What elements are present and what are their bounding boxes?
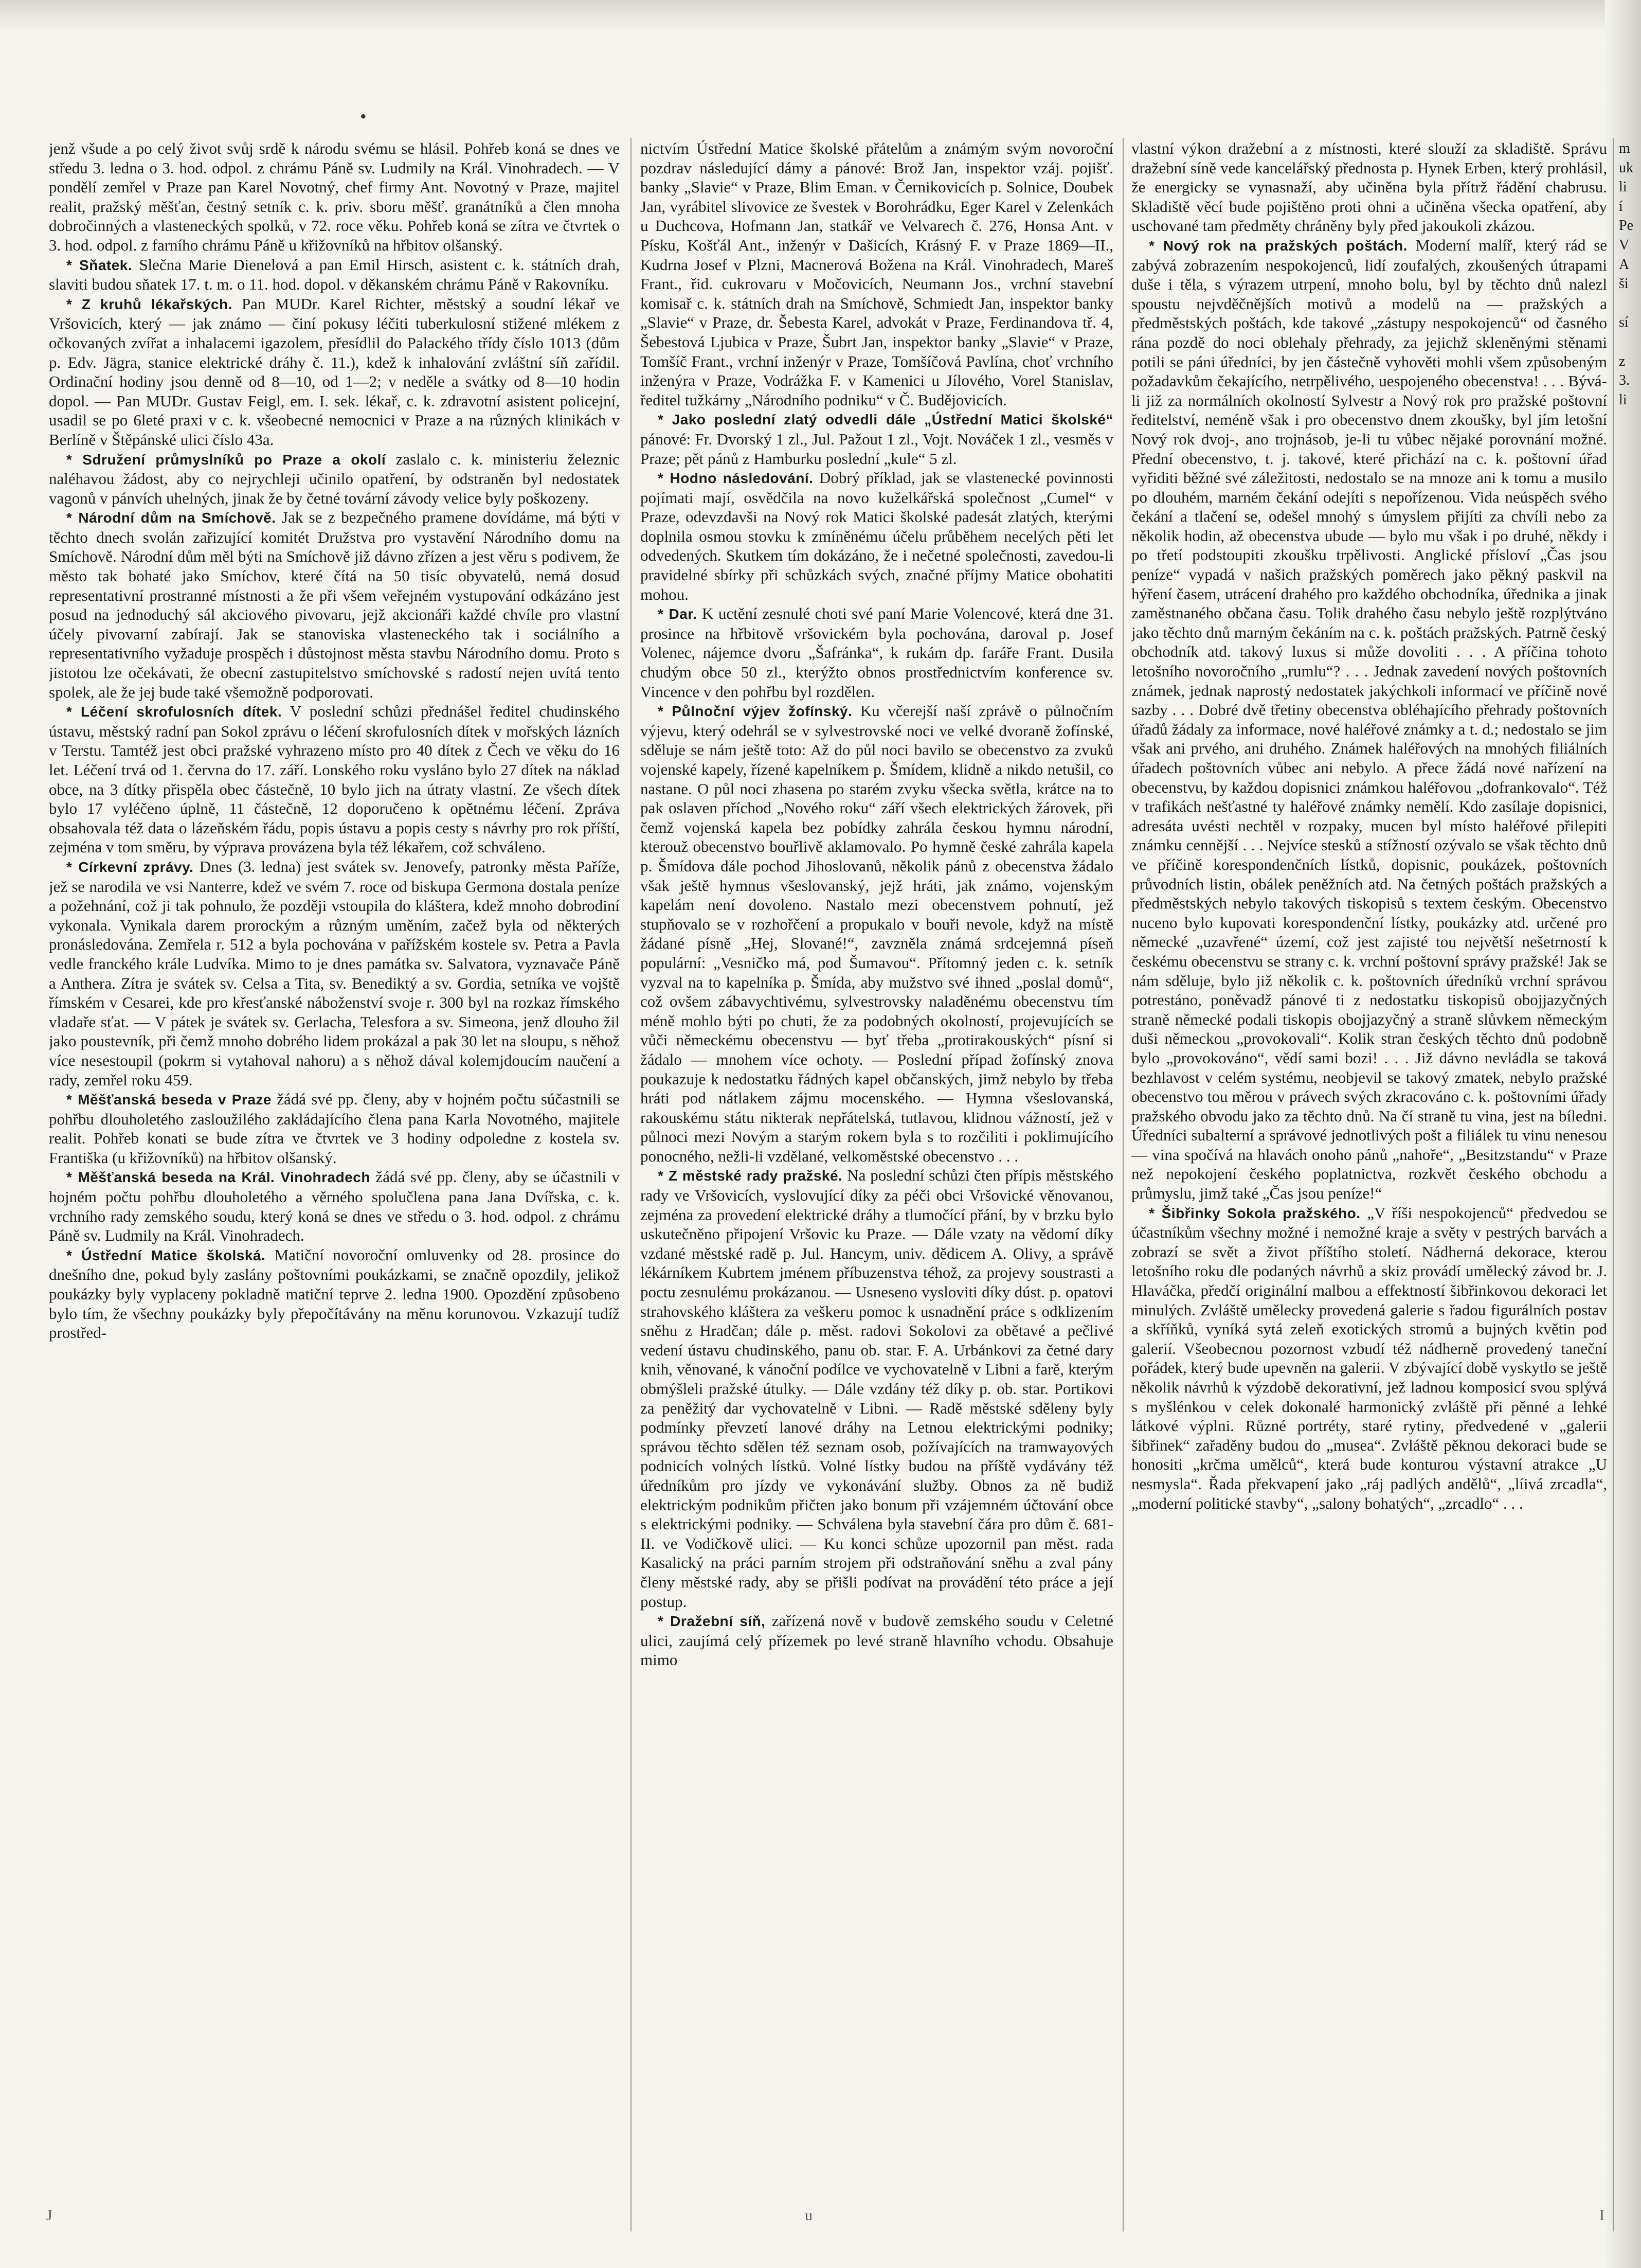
item-text: „V říši nespokojenců“ předvedou se účastníkům všechny možné i nemožné kraje a světy v pestrých barvách a zobrazí se svět a život příštího století. Nádherná dekorace, kterou letošního roku dle podaných návrhů a skiz provádí umělecký závod br. J. Hlaváčka, předčí originální malbou a effektností šibřinkovou dekoraci let minulých. Zvláště umělecky provedená galerie s řadou figurálních postav a skříňků, vyníká sytá zeleň exotických stromů a bujných květin pod galerií. Všeobecnou pozornost vzbudí též nádherně provedený taneční pořádek, který bude upevněn na galerii. V zbývající době vyskytlo se ještě několik návrhů k výzdobě dekorativní, jež ladnou komposicí svou splývá s myšlénkou v celek dokonalé harmonický zvláště při pěnné a lehké látkové výplni. Různé portréty, staré rytiny, předvedené v „galerii šibřinek“ zařaděny budou do „musea“. Zvláště pěknou dekoraci bude se honositi „krčma umělců“, která bude konturou výstavní atrakce „U nesmysla“. Řada překvapení jako „ráj padlých andělů“, „líivá zrcadla“, „moderní politické stavby“, „salony bohatých“, „zrcadlo“ . . . [1131, 1203, 1607, 1512]
item-text: zařízená nově v budově zemského soudu v Celetné ulici, zaujímá celý přízemek po levé straně hlavního vchodu. Obsahuje mimo [640, 1612, 1113, 1669]
news-item [49, 255, 620, 294]
clipped-line [1619, 449, 1639, 468]
item-heading: * Z kruhů lékařských. [66, 296, 232, 312]
clipped-line: uk [1619, 159, 1633, 176]
clipped-line: li [1619, 179, 1627, 195]
item-text: Na poslední schůzi čten přípis městského rady ve Vršovicích, vyslovující díky za péči obci Vršovické věnovanou, zejména za provedení elektrické dráhy a tlumočící přání, by v brzku bylo uskutečněno připojení Vršovic ku Praze. — Dále vzaty na vědomí díky vzdané městské radě p. Jul. Hancym, univ. dědicem A. Olivy, a správě lékárníkem Kubrtem jménem příbuzenstva téhož, za projevy soustrasti a poctu zesnulému prokázanou. — Usneseno vysloviti díky dúst. p. opatovi strahovského kláštera za veškeru pomoc k usnadnění práce s odklizením sněhu z Hradčan; dále p. měst. radovi Sokolovi za obětavé a pečlivé vedení ústavu chudinského, panu ob. star. F. A. Urbánkovi za četné dary knih, věnované, k vánoční podílce ve vychovatelně v Libni a farě, kterým obmýšleli pražské útulky. — Dále vzdány též díky p. ob. star. Portikovi za peněžitý dar vychovatelně v Libni. — Radě městské sděleny byly podmínky převzetí lanové dráhy na Letnou elektrickými podniky; správou těchto sdělen též seznam osob, požívajících na tramwayových podnicích volných lístků. Volné lístky budou na příště vydávány též úředníkům pro jízdy ve vykonávání služby. Obnos za ně budiž elektrickým podnikům přičten jako bonum při vzájemném účtování obce s elektrickými podniky. — Schválena byla stavební čára pro dům č. 681-II. ve Vodičkově ulici. — Ku konci schůze upozornil pan měst. rada Kasalický na práci parním strojem při odstraňování sněhu a zval pány členy městské rady, aby se přišli podívat na provádění této práce a její postup. [640, 1166, 1113, 1611]
clipped-line [1619, 506, 1639, 526]
clipped-line: sí [1619, 314, 1629, 331]
item-heading: * Měšťanská beseda v Praze [66, 1092, 272, 1108]
item-heading: * Jako poslední zlatý odvedli dále „Ústřední Matici školské“ [658, 412, 1113, 428]
bottom-mark: I [1599, 2207, 1604, 2224]
item-text: Dnes (3. ledna) jest svátek sv. Jenovefy, patronky města Paříže, jež se narodila ve vsi Nanterre, kdež ve svém 7. roce od biskupa Germona dostala peníze a požehnání, což ji tak pohnulo, že později vstoupila do kláštera, kdež mnoho dobrodiní vykonala. Vynikala darem prorockým a různým uměním, začež byla od některých pronásledována. Zemřela r. 512 a byla pochována v pařížském kostele sv. Petra a Pavla vedle franckého krále Ludvíka. Mimo to je dnes památka sv. Salvatora, vyznavače Páně a Anthera. Zítra je svátek sv. Celsa a Tita, sv. Benediktý a sv. Gordia, setníka ve vojště římském v Cesarei, kde pro křesťanské náboženství svoje r. 300 byl na rozkaz římského vladaře sťat. — V pátek je svátek sv. Gerlacha, Telesfora a sv. Simeona, jenž dlouho žil jako poustevník, při čemž mnoho dobrého lidem prokázal a pak 30 let na sloupu, s něhož více nesestoupil (pokrm si vytahoval nahoru) a s něhož dával kolemjdoucím naučení a rady, zemřel roku 459. [49, 857, 620, 1089]
news-item [640, 468, 1113, 604]
item-heading: * Sňatek. [66, 257, 133, 273]
item-text: Ku včerejší naší zprávě o půlnočním výjevu, který odehrál se v sylvestrovské noci ve velké dvoraně žofínské, sděluje se nám ještě toto: Až do půl noci bavilo se obecenstvo za zvuků vojenské kapely, řízené kapelníkem p. Šmídem, klidně a nikdo netušil, co nastane. O půl noci zhasena po starém zvyku všecka světla, krátce na to pak oslaven příchod „Nového roku“ září všech elektrických žárovek, při čemž vojenská kapela bez pobídky zahrála českou hymnu národní, kterouž obecenstvo bouřlivě aklamovalo. Po hymně české zahrála kapela p. Šmídova dále pochod Jihoslovanů, několik pánů z obecenstva žádalo však ještě hymnus všeslovanský, jejž hráti, jak známo, vojenským kapelám není dovoleno. Nastalo mezi obecenstvem pohnutí, jež stupňovalo se v rozhořčení a propukalo v bouři nevole, když na místě žádané písně „Hej, Slované!“, zavzněla známá srdcejemná píseň populární: „Vesničko má, pod Šumavou“. Přítomný jeden c. k. setník vyzval na to kapelníka p. Šmída, aby mužstvo své ihned „poslal domů“, což ovšem zábavychtivému, sylvestrovsky naladěnému obecenstvu tím méně mohlo býti po chuti, že za podobných okolností, projevujících se vůči německému obecenstvu — byť třeba „protirakouských“ písní si žádalo — mnohem více ochoty. — Poslední případ žofínský znova poukazuje k nedostatku řádných kapel občanských, jimž nebylo by třeba hráti pod nátlakem zájmu mocenského. — Hymna všeslovanská, rakouskému státu nikterak nepřátelská, tutlavou, klidnou vážností, jež v půlnoci mezi Novým a starým rokem byla s to rozčiliti i poklimujícího ponocného, nežli-li vzdělané, velkoměstské obecenstvo . . . [640, 702, 1113, 1165]
newspaper-column-3 [1131, 139, 1607, 2233]
paragraph: vlastní výkon dražební a z místnosti, které slouží za skladiště. Správu dražební síně vede kancelářský přednosta p. Hynek Erben, který prohlásil, že energicky se vynasnaží, aby učiněna byla přítrž řádění chabrusu. Skladiště věcí bude pojištěno proti ohni a učiněna všecka opatření, aby uschované tam předměty chráněny byly před jakoukoli zkázou. [1131, 139, 1607, 235]
clipped-line [1619, 468, 1639, 487]
paragraph: jenž všude a po celý život svůj srdě k národu svému se hlásil. Pohřeb koná se dnes ve středu 3. ledna o 3. hod. odpol. z chrámu Páně sv. Ludmily na Král. Vinohradech. — V pondělí zemřel v Praze pan Karel Novotný, chef firmy Ant. Novotný v Praze, majitel realit, pražský měšťan, čestný setník c. k. priv. sboru měšť. granátníků a člen mnoha dobročinných a vlasteneckých spolků, v 72. roce věku. Pohřeb koná se zítra ve čtvrtek o 3. hod. odpol. z farního chrámu Páně u křižovníků na hřbitov olšanský. [49, 139, 620, 254]
clipped-line: ši [1619, 276, 1629, 292]
item-heading: * Šibřinky Sokola pražského. [1149, 1205, 1361, 1221]
bottom-mark: J [46, 2207, 52, 2224]
news-item [640, 1166, 1113, 1611]
item-heading: * Církevní zprávy. [66, 859, 194, 875]
news-item [49, 508, 620, 702]
clipped-line: A [1619, 256, 1630, 273]
item-text: Slečna Marie Dienelová a pan Emil Hirsch, asistent c. k. státních drah, slaviti budou sňatek 17. t. m. o 11. hod. dopol. v děkanském chrámu Páně v Rakovníku. [49, 255, 620, 294]
item-text: pánové: Fr. Dvorský 1 zl., Jul. Pažout 1 zl., Vojt. Nováček 1 zl., vesměs v Praze; pět pánů z Hamburku poslední „kule“ 5 zl. [640, 430, 1113, 468]
news-item [49, 450, 620, 508]
clipped-line: Pe [1619, 218, 1633, 234]
clipped-line: V [1619, 237, 1630, 253]
item-heading: * Z městské rady pražské. [658, 1168, 843, 1184]
column-rule [630, 138, 632, 2231]
clipped-line: li [1619, 391, 1627, 408]
item-heading: * Ústřední Matice školská. [66, 1247, 266, 1263]
top-mark: • [360, 106, 367, 127]
clipped-line: m [1619, 140, 1630, 156]
item-heading: * Léčení skrofulosních dítek. [66, 704, 282, 720]
clipped-line [1619, 409, 1639, 429]
item-heading: * Nový rok na pražských poštách. [1149, 237, 1408, 254]
news-item [640, 701, 1113, 1166]
item-heading: * Půlnoční výjev žofínský. [658, 703, 853, 720]
clipped-line [1619, 564, 1639, 584]
item-heading: * Hodno následování. [658, 470, 814, 487]
news-item [49, 1167, 620, 1245]
bottom-mark: u [805, 2207, 813, 2224]
clipped-line: í [1619, 198, 1623, 215]
column-rule [1123, 138, 1124, 2231]
newspaper-column-1 [49, 139, 620, 2233]
news-item [640, 1611, 1113, 1670]
item-heading: * Národní dům na Smíchově. [66, 510, 276, 526]
news-item [640, 409, 1113, 468]
item-heading: * Měšťanská beseda na Král. Vinohradech [66, 1169, 370, 1186]
item-heading: * Sdružení průmyslníků po Praze a okolí [66, 451, 386, 468]
item-text: V poslední schůzi přednášel ředitel chudinského ústavu, městský radní pan Sokol zprávu o léčení skrofulosních dítek v mořských lázních v Terstu. Tamtéž jest obci pražské vyhrazeno místo pro 40 dítek z Čech ve věku do 16 let. Léčení trvá od 1. června do 17. září. Lonského roku vysláno bylo 27 dítek na náklad obce, na 3 dítky přispěla obec částečně, 10 bylo jich na útraty vlastní. Ze všech dítek bylo 17 vyléčeno úplně, 11 částečně, 12 doporučeno k opětnému léčení. Zpráva obsahovala též data o lázeňském řádu, popis ústavu a popis cesty s návrhy pro rok příští, zejména v tom směru, by výprava provázena byla též lékařem, což schváleno. [49, 702, 620, 856]
clipped-line [1619, 526, 1639, 545]
news-item [49, 1090, 620, 1167]
news-item [49, 857, 620, 1090]
clipped-line [1619, 332, 1639, 352]
news-item [49, 294, 620, 450]
clipped-line [1619, 487, 1639, 507]
clipped-line: z [1619, 353, 1626, 369]
item-text: žádá své pp. členy, aby se účastnili v hojném počtu pohřbu dlouholetého a věrného spolučlena pana Jana Dvířska, c. k. vrchního rady zemského soudu, který koná se dnes ve středu o 3. hod. odpol. z chrámu Páně sv. Ludmily na Král. Vinohradech. [49, 1168, 620, 1245]
news-item [1131, 236, 1607, 1203]
item-text: Pan MUDr. Karel Richter, městský a soudní lékař ve Vršovicích, který — jak známo — činí pokusy léčiti tuberkulosní stižené mlékem z očkovaných zvířat a inhalacemi igazolem, přesídlil do Palackého třídy číslo 1013 (dům p. Edv. Jägra, stanice elektrické dráhy č. 11.), kdež k inhalování zvláštní síň zařídil. Ordinační hodiny jsou denně od 8—10, od 1—2; v neděle a svátky od 8—10 hodin dopol. — Pan MUDr. Gustav Feigl, em. I. sek. lékař, c. k. zdravotní asistent policejní, usadil se po 6leté praxi v c. k. všeobecné nemocnici v Praze a na různých klinikách v Berlíně v Štěpánské ulici číslo 43a. [49, 294, 620, 449]
news-item [49, 702, 620, 857]
item-text: Dobrý příklad, jak se vlastenecké povinnosti pojímati mají, osvědčila na novo kuželkářská společnost „Cumel“ v Praze, odevzdavši na Nový rok Matici školské padesát zlatých, kterými doplnila osmou stovku k zmíněnému účelu průběhem necelých pěti let odvedených. Skutkem tím dokázáno, že i nečetné společnosti, zavedou-li pravidelné sbírky při schůzkách svých, značné příjmy Matice obohatiti mohou. [640, 469, 1113, 603]
item-text: žádá své pp. členy, aby v hojném počtu súčastnili se pohřbu dlouholetého zasloužilého zakládajícího člena pana Karla Novotného, majitele realit. Pohřeb konati se bude zítra ve čtvrtek ve 3 hodiny odpoledne z kostela sv. Františka (u křižovníků) na hřbitov olšanský. [49, 1090, 620, 1167]
clipped-line: 3. [1619, 372, 1630, 389]
item-text: Moderní malíř, který rád se zabývá zobrazením nespokojenců, lidí zoufalých, zkoušených útrapami duše i těla, s výrazem utrpení, mnoho bolu, byl by těchto dnů nalezl spoustu nejvděčnějších motivů a modelů na — pražských a předměstských poštách, kde takové „zástupy nespokojenců“ od časného rána pozdě do noci oblehaly přehrady, za jejichž skleněnými stěnami potili se páni úředníci, by jen částečně vyhověti mohli všem způsobeným požadavkům čekajícího, netrpělivého, uespojeného obecenstva! . . . Bývá-li již za normálních okolností Sylvestr a Nový rok pro pražské poštovní ředitelství, neméně však i pro obecenstvo dnem zkoušky, byl jím letošní Nový rok dvoj-, ano trojnásob, je-li tu vůbec nějaké porovnání možné. Přední obecenstvo, t. j. takové, které přichází na c. k. poštovní úřad vyřiditi běžné své záležitosti, nedostalo se na mnoze ani k tomu a musilo po dlouhém, marném čekání odejíti s nepořízenou. Vida neúspěch svého čekání a tlačení se, odešel mnohý s úmyslem přijíti za chvíli nebo za několik hodin, až obecenstva ubude — bylo mu však i po druhé, někdy i po třetí podstoupiti zkoušku trpělivosti. Anglické přísloví „Čas jsou peníze“ vypadá v našich pražských poměrech jako pěkný paskvil na hýření časem, utrácení drahého pro každého obchodníka, úřednika a jinak zaměstnaného občana času. Tolik drahého času nebylo ještě rozplýtváno jako těchto dnů marným čekáním na c. k. poštách pražských. Patrně český obchodník atd. takový luxus si může dovoliti . . . A příčina tohoto letošního novoročního „rumlu“? . . . Jednak zavedení nových poštovních známek, jednak naprostý nedostatek jakýchkoli informací ve příčině nové sazby . . . Dobré dvě třetiny obecenstva obléhajícího přehrady poštovních úřadů žádaly za informace, nové haléřové známky a t. d.; nedostalo se jim však ani prvého, ani druhého. Známek haléřových na mnohých filiálních úřadech poštovních vůbec ani nebylo. A přece žádá nové nařízení na obecenstvu, by každou dopisnici známkou haléřovou „dofrankovalo“. Též v trafikách nešťastné ty haléřové známky nemělí. Kdo zasílaje dopisnici, adresáta uvésti nechtěl v rozpaky, mucen byl místo haléřové přilepiti známku cennější . . . Nejvíce stesků a stížností ozývalo se však těchto dnů ve příčině korespondenčních lístků, dopisnic, poukázek, poštovních průvodních listin, obálek peněžních atd. Na četných poštách pražských a předměstských nebylo takových tiskopisů s textem českým. Obecenstvo nuceno bylo kupovati korespondenční lístky, poukázky atd. určené pro německé „uzavřené“ území, což jest zajisté tou největší nešetrností k českému obecenstvu se strany c. k. vrchní poštovní správy pražské! Jak se nám sděluje, bylo již několik c. k. poštovních úředníků vrchní správou potrestáno, poněvadž pánové ti z nedostatku tiskopisů obojjazyčných straně německé podali tiskopis obojjazyčný a straně slůvkem německým duši německou „provokovali“. Kolik stran českých těchto dnů podobně bylo „provokováno“, vědí sami bozi! . . . Již dávno nevládla se taková bezhlavost v celém systému, neobjevil se takový zmatek, nebylo pražské obecenstvo tou měrou v právech svých zkracováno c. k. poštovními úřady pražského obvodu jako za těchto dnů. Na čí straně tu vina, jest na bíledni. Úředníci subalterní a správové jednotlivých pošt a filiálek tu vinu nenesou — vina spočívá na hlavách onoho pánů „nahoře“, „Besitzstandu“ v Praze než nepokojení českého poplatnictva, rozkvět českého obchodu a průmyslu, jimž také „Čas jsou peníze!“ [1131, 236, 1607, 1203]
item-text: zaslalo c. k. ministeriu železnic naléhavou žádost, aby co nejrychleji učinilo opatření, by odstraněn byl nedostatek vagonů v pánvích uhelných, jinak že by četné tovární závody velice byly poškozeny. [49, 450, 620, 507]
newspaper-column-2 [640, 139, 1113, 2233]
clipped-line [1619, 294, 1639, 313]
column-rule [1613, 138, 1614, 2231]
item-heading: * Dar. [658, 606, 697, 622]
item-heading: * Dražební síň, [658, 1613, 766, 1630]
news-item [1131, 1203, 1607, 1513]
news-item [640, 604, 1113, 701]
item-text: Jak se z bezpečného pramene dovídáme, má býti v těchto dnech svolán zařizující komitét Družstva pro vystavění Národního domu na Smíchově. Národní dům měl býti na Smíchově již dávno zřízen a jest věru s podivem, že město tak bohaté jako Smíchov, které čítá na 50 tisíc obyvatelů, nemá dosud representativní prostranné místnosti a že při všem veřejném vystupování odkázáno jest posud na jednoduchý sál akciového pivovaru, jejž akcionáři každé chvíle pro vlastní účely pivovarní zabírají. Jak se stanoviska vlasteneckého tak i sociálního a representativního vyžaduje prospěch i důstojnost města stavbu Národního domu. Proto s jistotou lze očekávati, že obecní zastupitelstvo smíchovské s radostí nejen uvítá tento spolek, ale že jej bude také všemožně podporovati. [49, 508, 620, 701]
item-text: K uctění zesnulé choti své paní Marie Volencové, která dne 31. prosince na hřbitově vršovickém byla pochována, daroval p. Josef Volenec, nájemce dvoru „Šafránka“, k rukám dp. faráře Frant. Dusila chudým obce 50 zl., kterýžto obnos prostřednictvím konference sv. Vincence v den pohřbu byl rozdělen. [640, 604, 1113, 701]
clipped-line [1619, 429, 1639, 449]
paragraph: nictvím Ústřední Matice školské přátelům a známým svým novoroční pozdrav následující dámy a pánové: Brož Jan, inspektor vzáj. pojišť. banky „Slavie“ v Praze, Blim Eman. v Černikovicích p. Solnice, Doubek Jan, vyrábitel slivovice ze švestek v Borohrádku, Eger Karel v Zelenkách u Duchcova, Hofmann Jan, statkář ve Velvarech č. 276, Honsa Ant. v Písku, Košťál Ant., inženýr v Dašicích, Krásný F. v Praze 1869—II., Kudrna Josef v Plzni, Macnerová Božena na Král. Vinohradech, Mareš Frant., řid. cukrovaru v Močovicích, Neumann Jos., vrchní stavební komisař c. k. státních drah na Smíchově, Schmiedt Jan, inspektor banky „Slavie“ v Praze, dr. Šebesta Karel, advokát v Praze, Ferdinandova tř. 4, Šebestová Ljubica v Praze, Šubrt Jan, inspektor banky „Slavie“ v Praze, Tomšíč Frant., vrchní inženýr v Praze, Tomšíčová Pavlína, choť vrchního inženýra v Praze, Vodrážka F. v Kamenici u Jílového, Vorel Stanislav, ředitel tužkárny „Národního podniku“ v Č. Budějovicích. [640, 139, 1113, 409]
newspaper-column-4-clipped [1619, 139, 1639, 2233]
news-item [49, 1245, 620, 1343]
clipped-line [1619, 545, 1639, 564]
page-top-edge [0, 0, 1641, 31]
item-text: Matiční novoroční omluvenky od 28. prosince do dnešního dne, pokud byly zaslány poštovními poukázkami, se značně opozdily, jelikož poukázky byly vyplaceny pokladně matiční teprve 2. ledna 1900. Opozdění způsobeno bylo tím, že všechny poukázky byly přepočítávány na měnu korunovou. Vzkazují tudíž prostřed- [49, 1245, 620, 1342]
